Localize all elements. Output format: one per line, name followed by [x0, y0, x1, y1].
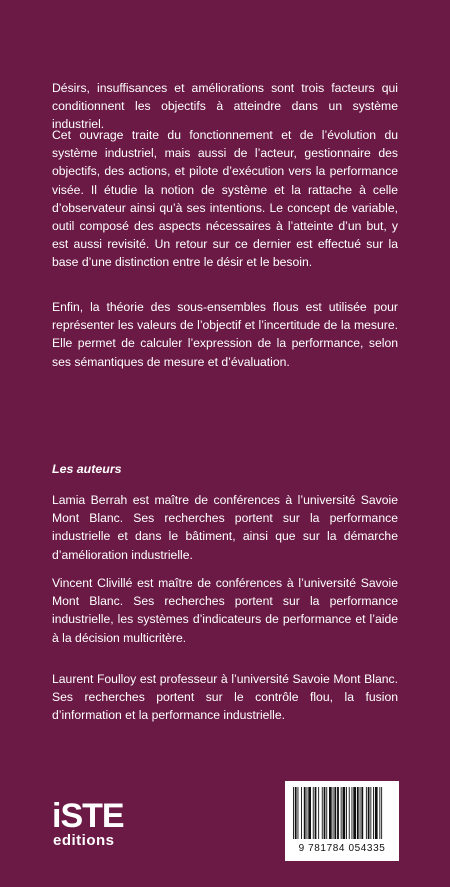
author-bio-berrah: Lamia Berrah est maître de conférences à l’université Savoie Mont Blanc. Ses recherches portent sur la performance industrielle et dans le bâtiment, ainsi que sur la démarche d’amélioration industrielle.: [52, 493, 398, 562]
iste-editions-logo: [52, 797, 152, 849]
barcode-bar: [304, 787, 306, 839]
barcode-bar: [368, 787, 370, 839]
barcode-bar: [308, 787, 311, 839]
barcode-bar: [298, 787, 299, 839]
barcode-bar: [334, 787, 336, 839]
barcode-bar: [313, 787, 314, 839]
barcode-bar: [381, 787, 382, 839]
author-bio-foulloy: Laurent Foulloy est professeur à l’université Savoie Mont Blanc. Ses recherches portent sur le contrôle flou, la fusion d’information et la performance industrielle.: [52, 672, 398, 723]
logo-bottom-text: editions: [53, 832, 115, 849]
barcode-bar: [324, 787, 326, 839]
barcode-bar: [360, 787, 361, 839]
authors-heading: Les auteurs: [52, 462, 122, 476]
barcode-bar: [329, 787, 332, 839]
method-paragraph: Enfin, la théorie des sous-ensembles flous est utilisée pour représenter les valeurs de l’objectif et l’incertitude de la mesure. Elle permet de calculer l’expression de la performance, selon ses sémantiques de mesure et d’évaluation.: [52, 300, 398, 369]
barcode-bar: [349, 787, 350, 839]
barcode-bar: [375, 787, 378, 839]
barcode-bar: [366, 787, 367, 839]
barcode-bar: [315, 787, 317, 839]
barcode-bar: [301, 787, 302, 839]
barcode-bar: [307, 787, 308, 839]
barcode-bar: [379, 787, 380, 839]
barcode: [285, 781, 399, 861]
intro-paragraph: Désirs, insuffisances et améliorations sont trois facteurs qui conditionnent les objectifs à atteindre dans un système industriel.: [52, 81, 398, 132]
barcode-bar: [361, 787, 363, 839]
logo-top-text: iSTE: [52, 797, 124, 835]
description-paragraph: Cet ouvrage traite du fonctionnement et de l’évolution du système industriel, mais aussi de l’acteur, gestionnaire des objectifs, des actions, et pilote d’exécution vers la performance visée. Il étudie la notion de système et la rattache à celle d’observateur ainsi qu’à ses intentions. Le concept de variable, outil composé des aspects nécessaires à l’atteinte d’un but, y est aussi revisité. Un retour sur ce dernier est effectué sur la base d’une distinction entre le désir et le besoin.: [52, 128, 398, 270]
barcode-bar: [370, 787, 371, 839]
author-bio-clivile: Vincent Clivillé est maître de conférences à l’université Savoie Mont Blanc. Ses recherches portent sur la performance industrielle, les systèmes d’indicateurs de performance et l’aide à la décision multicritère.: [52, 576, 398, 645]
barcode-bar: [357, 787, 359, 839]
barcode-bar: [322, 787, 323, 839]
barcode-bar: [337, 787, 339, 839]
barcode-bar: [373, 787, 374, 839]
barcode-bar: [333, 787, 334, 839]
barcode-bar: [343, 787, 346, 839]
barcode-bar: [353, 787, 356, 839]
barcode-bar: [326, 787, 327, 839]
barcode-bar: [293, 787, 294, 839]
barcode-bar: [346, 787, 347, 839]
isbn-number: 9 781784 054335: [298, 843, 386, 854]
barcode-bars: [285, 781, 399, 843]
barcode-bar: [352, 787, 353, 839]
barcode-bar: [318, 787, 319, 839]
barcode-bar: [341, 787, 342, 839]
barcode-bar: [295, 787, 297, 839]
